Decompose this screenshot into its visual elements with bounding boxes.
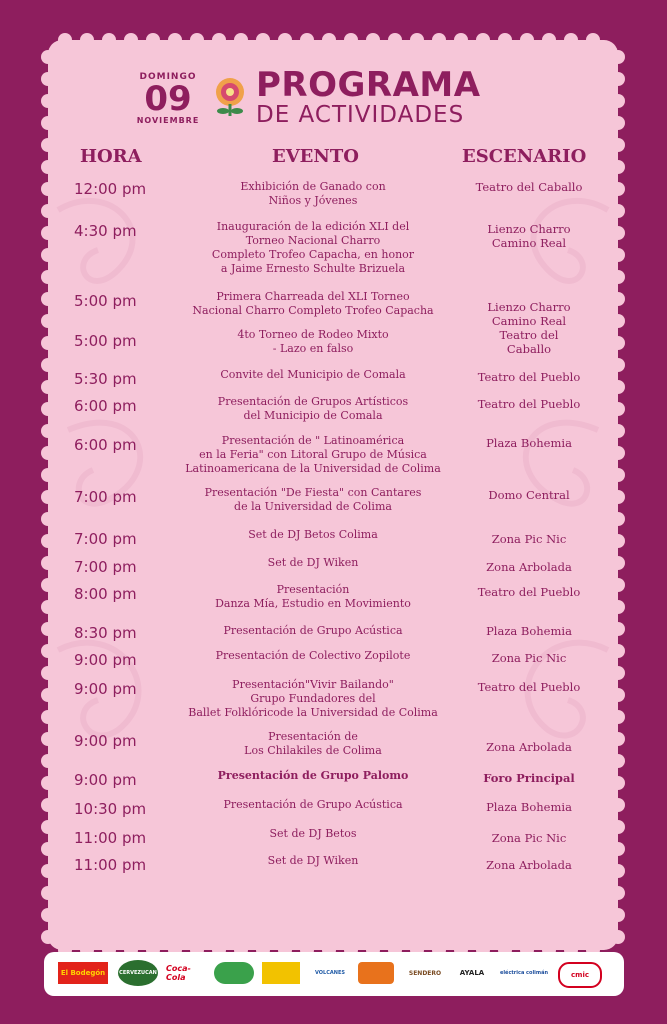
- event-line: Grupo Fundadores del: [250, 692, 376, 705]
- scallop-edge: [498, 33, 512, 47]
- scallop-edge: [611, 908, 625, 922]
- scallop-edge: [611, 424, 625, 438]
- scallop-edge: [520, 33, 534, 47]
- scallop-edge: [366, 33, 380, 47]
- scallop-edge: [611, 358, 625, 372]
- flower-icon: [208, 74, 252, 118]
- scallop-edge: [41, 842, 55, 856]
- scallop-edge: [611, 138, 625, 152]
- scallop-edge: [611, 94, 625, 108]
- scallop-edge: [454, 33, 468, 47]
- scallop-edge: [124, 33, 138, 47]
- event-line: Ballet Folklóricode la Universidad de Colima: [188, 706, 438, 719]
- schedule-time: 12:00 pm: [74, 180, 147, 198]
- schedule-venue: [454, 397, 604, 411]
- scallop-edge: [611, 336, 625, 350]
- day-number: 09: [144, 79, 192, 119]
- scallop-edge: [611, 490, 625, 504]
- schedule-time: 9:00 pm: [74, 771, 137, 789]
- scallop-edge: [41, 380, 55, 394]
- event-line: Primera Charreada del XLI Torneo: [216, 290, 410, 303]
- event-line: Presentación "De Fiesta" con Cantares: [204, 486, 422, 499]
- scallop-edge: [41, 710, 55, 724]
- schedule-time: 10:30 pm: [74, 800, 147, 818]
- schedule-event: [178, 854, 448, 868]
- scallop-edge: [41, 820, 55, 834]
- event-line: Completo Trofeo Capacha, en honor: [211, 248, 415, 261]
- schedule-time: 4:30 pm: [74, 222, 137, 240]
- sponsor-logo: [358, 962, 394, 984]
- sponsor-logo: El Bodegón: [58, 962, 108, 984]
- event-line: Set de DJ Betos: [269, 827, 357, 840]
- scallop-edge: [611, 226, 625, 240]
- scallop-edge: [41, 292, 55, 306]
- scallop-edge: [476, 33, 490, 47]
- sponsor-logo: AYALA: [459, 969, 485, 977]
- sponsor-logo: eléctrica colimán: [499, 970, 549, 976]
- schedule-time: 6:00 pm: [74, 436, 137, 454]
- event-line: Latinoamericana de la Universidad de Colima: [185, 462, 441, 475]
- scallop-edge: [611, 270, 625, 284]
- schedule-venue: [454, 328, 604, 356]
- scallop-edge: [611, 820, 625, 834]
- event-line: Presentación de Grupo Palomo: [217, 769, 409, 782]
- venue-line: Plaza Bohemia: [486, 624, 572, 638]
- schedule-time: 7:00 pm: [74, 530, 137, 548]
- schedule-venue: [454, 771, 604, 785]
- schedule-event: [178, 556, 448, 570]
- venue-line: Caballo: [506, 342, 552, 356]
- sponsor-bar: [44, 952, 624, 996]
- sponsor-logo: cmic: [558, 962, 602, 988]
- scallop-edge: [611, 688, 625, 702]
- schedule-time: 5:00 pm: [74, 332, 137, 350]
- schedule-event: [178, 328, 448, 356]
- event-line: 4to Torneo de Rodeo Mixto: [237, 328, 389, 341]
- scallop-edge: [41, 204, 55, 218]
- scallop-edge: [564, 33, 578, 47]
- event-line: Nacional Charro Completo Trofeo Capacha: [192, 304, 434, 317]
- venue-line: Foro Principal: [483, 771, 575, 785]
- schedule-time: 11:00 pm: [74, 829, 147, 847]
- scallop-edge: [611, 710, 625, 724]
- schedule-time: 8:30 pm: [74, 624, 137, 642]
- scallop-edge: [41, 94, 55, 108]
- scallop-edge: [41, 512, 55, 526]
- scallop-edge: [41, 864, 55, 878]
- scallop-edge: [300, 33, 314, 47]
- scallop-edge: [41, 908, 55, 922]
- scallop-edge: [611, 116, 625, 130]
- scallop-edge: [611, 930, 625, 944]
- venue-line: Teatro del Pueblo: [477, 680, 581, 694]
- schedule-event: [178, 486, 448, 514]
- scallop-edge: [611, 446, 625, 460]
- venue-line: Zona Pic Nic: [491, 831, 567, 845]
- schedule-time: 7:00 pm: [74, 558, 137, 576]
- event-line: Presentación de Colectivo Zopilote: [215, 649, 411, 662]
- scallop-edge: [41, 534, 55, 548]
- schedule-venue: [454, 436, 604, 450]
- scallop-edge: [146, 33, 160, 47]
- scallop-edge: [611, 600, 625, 614]
- scallop-edge: [611, 50, 625, 64]
- venue-line: Zona Pic Nic: [491, 532, 567, 546]
- event-line: Set de DJ Wiken: [267, 556, 359, 569]
- venue-line: Teatro del Pueblo: [477, 397, 581, 411]
- venue-line: Plaza Bohemia: [486, 800, 572, 814]
- schedule-venue: [454, 680, 604, 694]
- venue-line: Zona Arbolada: [486, 560, 572, 574]
- schedule-venue: [454, 858, 604, 872]
- date-block: [132, 72, 204, 125]
- scallop-edge: [611, 534, 625, 548]
- schedule-venue: [454, 800, 604, 814]
- month-name: NOVIEMBRE: [136, 116, 200, 125]
- scallop-edge: [410, 33, 424, 47]
- event-line: Danza Mía, Estudio en Movimiento: [215, 597, 411, 610]
- schedule-event: [178, 827, 448, 841]
- event-line: Presentación"Vivir Bailando": [232, 678, 394, 691]
- schedule-time: 11:00 pm: [74, 856, 147, 874]
- scallop-edge: [41, 160, 55, 174]
- event-line: Presentación de " Latinoamérica: [221, 434, 405, 447]
- schedule-event: [178, 624, 448, 638]
- schedule-event: [178, 649, 448, 663]
- event-line: de la Universidad de Colima: [234, 500, 392, 513]
- scallop-edge: [611, 754, 625, 768]
- schedule-time: 6:00 pm: [74, 397, 137, 415]
- scallop-edge: [41, 336, 55, 350]
- scallop-edge: [432, 33, 446, 47]
- scallop-edge: [611, 622, 625, 636]
- event-line: Presentación de Grupos Artísticos: [217, 395, 409, 408]
- schedule-event: [178, 220, 448, 276]
- event-line: Torneo Nacional Charro: [245, 234, 381, 247]
- scallop-edge: [41, 776, 55, 790]
- scallop-edge: [344, 33, 358, 47]
- scallop-edge: [41, 182, 55, 196]
- event-line: Presentación de: [268, 730, 358, 743]
- scallop-edge: [58, 33, 72, 47]
- venue-line: Zona Pic Nic: [491, 651, 567, 665]
- schedule-venue: [454, 585, 604, 599]
- scallop-edge: [41, 930, 55, 944]
- venue-line: Lienzo Charro: [487, 300, 571, 314]
- schedule-event: [178, 180, 448, 208]
- event-line: en la Feria" con Litoral Grupo de Música: [199, 448, 427, 461]
- scallop-edge: [212, 33, 226, 47]
- event-line: Set de DJ Wiken: [267, 854, 359, 867]
- schedule-time: 9:00 pm: [74, 680, 137, 698]
- venue-line: Camino Real: [491, 236, 567, 250]
- scallop-edge: [41, 424, 55, 438]
- event-line: del Municipio de Comala: [243, 409, 383, 422]
- scallop-edge: [41, 270, 55, 284]
- scallop-edge: [611, 248, 625, 262]
- scallop-edge: [41, 314, 55, 328]
- venue-line: Zona Arbolada: [486, 858, 572, 872]
- sponsor-logo: Coca-Cola: [166, 964, 191, 982]
- floral-ornament-right: [478, 170, 618, 790]
- scallop-edge: [611, 666, 625, 680]
- event-line: a Jaime Ernesto Schulte Brizuela: [220, 262, 406, 275]
- scallop-edge: [611, 380, 625, 394]
- scallop-edge: [41, 622, 55, 636]
- scallop-edge: [611, 644, 625, 658]
- event-line: Niños y Jóvenes: [268, 194, 358, 207]
- page-title: PROGRAMA: [256, 65, 481, 105]
- program-header: [48, 62, 618, 142]
- scallop-edge: [256, 33, 270, 47]
- scallop-edge: [41, 402, 55, 416]
- scallop-edge: [611, 160, 625, 174]
- scallop-edge: [611, 556, 625, 570]
- scallop-edge: [41, 226, 55, 240]
- scallop-edge: [41, 644, 55, 658]
- scallop-edge: [190, 33, 204, 47]
- column-header-event: EVENTO: [272, 146, 359, 167]
- scallop-edge: [322, 33, 336, 47]
- scallop-edge: [41, 358, 55, 372]
- schedule-event: [178, 290, 448, 318]
- scallop-edge: [611, 402, 625, 416]
- scallop-edge: [611, 292, 625, 306]
- scallop-edge: [278, 33, 292, 47]
- scallop-edge: [102, 33, 116, 47]
- scallop-edge: [611, 886, 625, 900]
- event-line: Los Chilakiles de Colima: [244, 744, 382, 757]
- scallop-edge: [611, 72, 625, 86]
- venue-line: Lienzo Charro: [487, 222, 571, 236]
- scallop-edge: [41, 666, 55, 680]
- sponsor-logo: VOLCANES: [315, 970, 345, 976]
- venue-line: Teatro del Caballo: [475, 180, 583, 194]
- column-header-time: HORA: [80, 146, 142, 167]
- venue-line: Teatro del: [499, 328, 559, 342]
- scallop-edge: [41, 688, 55, 702]
- event-line: Exhibición de Ganado con: [240, 180, 386, 193]
- scallop-edge: [41, 732, 55, 746]
- sponsor-logo: SENDERO: [408, 969, 442, 977]
- scallop-edge: [168, 33, 182, 47]
- schedule-event: [178, 583, 448, 611]
- schedule-time: 7:00 pm: [74, 488, 137, 506]
- schedule-event: [178, 798, 448, 812]
- scallop-edge: [41, 490, 55, 504]
- venue-line: Domo Central: [488, 488, 570, 502]
- schedule-event: [178, 730, 448, 758]
- schedule-venue: [454, 488, 604, 502]
- scallop-edge: [41, 754, 55, 768]
- scallop-edge: [611, 468, 625, 482]
- scallop-edge: [611, 182, 625, 196]
- event-line: Convite del Municipio de Comala: [220, 368, 406, 381]
- schedule-venue: [454, 222, 604, 250]
- schedule-venue: [454, 532, 604, 546]
- schedule-time: 5:30 pm: [74, 370, 137, 388]
- schedule-venue: [454, 624, 604, 638]
- schedule-time: 8:00 pm: [74, 585, 137, 603]
- schedule-venue: [454, 560, 604, 574]
- schedule-event: [178, 528, 448, 542]
- scallop-edge: [388, 33, 402, 47]
- schedule-event: [178, 678, 448, 720]
- sponsor-logo: CERVEZUCAN: [118, 960, 158, 986]
- schedule-event: [178, 769, 448, 783]
- venue-line: Camino Real: [491, 314, 567, 328]
- schedule-venue: [454, 740, 604, 754]
- day-name: DOMINGO: [139, 72, 197, 82]
- schedule-time: 9:00 pm: [74, 732, 137, 750]
- scallop-edge: [41, 50, 55, 64]
- schedule-event: [178, 368, 448, 382]
- scallop-edge: [611, 732, 625, 746]
- scallop-edge: [611, 842, 625, 856]
- scallop-edge: [586, 33, 600, 47]
- schedule-time: 9:00 pm: [74, 651, 137, 669]
- schedule-event: [178, 434, 448, 476]
- scallop-edge: [611, 314, 625, 328]
- schedule-venue: [454, 831, 604, 845]
- venue-line: Teatro del Pueblo: [477, 370, 581, 384]
- schedule-venue: [454, 300, 604, 328]
- schedule-time: 5:00 pm: [74, 292, 137, 310]
- event-line: Presentación de Grupo Acústica: [223, 624, 403, 637]
- scallop-edge: [611, 204, 625, 218]
- scallop-edge: [41, 248, 55, 262]
- event-line: Presentación: [276, 583, 350, 596]
- scallop-edge: [80, 33, 94, 47]
- scallop-edge: [41, 72, 55, 86]
- program-poster: [48, 40, 618, 950]
- sponsor-logo: [262, 962, 300, 984]
- venue-line: Zona Arbolada: [486, 740, 572, 754]
- scallop-edge: [611, 512, 625, 526]
- venue-line: Plaza Bohemia: [486, 436, 572, 450]
- scallop-edge: [611, 776, 625, 790]
- scallop-edge: [41, 468, 55, 482]
- scallop-edge: [611, 864, 625, 878]
- schedule-venue: [454, 651, 604, 665]
- event-line: Presentación de Grupo Acústica: [223, 798, 403, 811]
- schedule-event: [178, 395, 448, 423]
- scallop-edge: [41, 116, 55, 130]
- event-line: Set de DJ Betos Colima: [248, 528, 378, 541]
- event-line: Inauguración de la edición XLI del: [216, 220, 410, 233]
- schedule-venue: [454, 370, 604, 384]
- scallop-edge: [611, 798, 625, 812]
- scallop-edge: [41, 138, 55, 152]
- scallop-edge: [41, 798, 55, 812]
- scallop-edge: [611, 578, 625, 592]
- scallop-edge: [542, 33, 556, 47]
- venue-line: Teatro del Pueblo: [477, 585, 581, 599]
- scallop-edge: [41, 886, 55, 900]
- schedule-venue: [454, 180, 604, 194]
- scallop-edge: [41, 446, 55, 460]
- event-line: - Lazo en falso: [272, 342, 354, 355]
- scallop-edge: [41, 578, 55, 592]
- scallop-edge: [234, 33, 248, 47]
- column-header-venue: ESCENARIO: [462, 146, 587, 167]
- scallop-edge: [41, 556, 55, 570]
- sponsor-logo: [214, 962, 254, 984]
- scallop-edge: [41, 600, 55, 614]
- page-subtitle: DE ACTIVIDADES: [256, 102, 465, 128]
